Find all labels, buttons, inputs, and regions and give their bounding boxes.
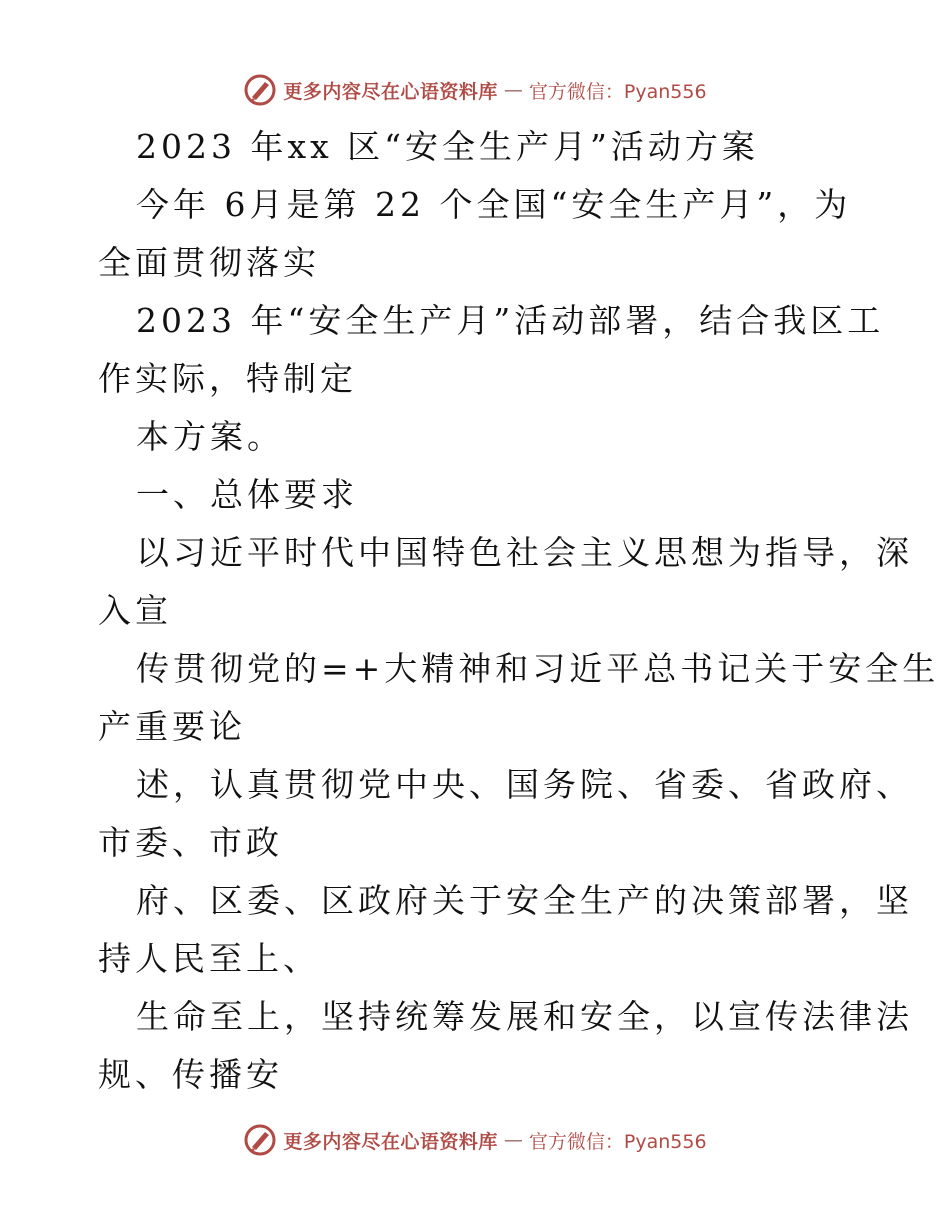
watermark-text: 更多内容尽在心语资料库	[283, 1130, 498, 1153]
text-line: 入宣	[98, 591, 172, 630]
text-line: 产重要论	[98, 707, 246, 746]
text-line: 本方案。	[136, 417, 284, 456]
section-heading: 一、总体要求	[136, 475, 358, 514]
watermark-separator: —	[503, 79, 523, 101]
watermark-contact: 官方微信：Pyan556	[528, 1130, 707, 1153]
watermark-contact: 官方微信：Pyan556	[528, 80, 707, 103]
brand-logo-icon	[243, 1123, 277, 1157]
text-line: 规、传播安	[98, 1055, 283, 1094]
footer-watermark	[0, 1120, 950, 1160]
text-line: 市委、市政	[98, 823, 283, 862]
text-line: 全面贯彻落实	[98, 243, 320, 282]
text-line: 2023 年“安全生产月”活动部署，结合我区工	[136, 301, 885, 340]
text-line: 生命至上，坚持统筹发展和安全，以宣传法律法	[136, 997, 913, 1036]
document-title: 2023 年xx 区“安全生产月”活动方案	[136, 127, 759, 166]
text-line: 作实际，特制定	[98, 359, 357, 398]
text-line: 府、区委、区政府关于安全生产的决策部署，坚	[136, 881, 913, 920]
brand-logo-icon	[243, 73, 277, 107]
text-line: 今年 6月是第 22 个全国“安全生产月”，为	[136, 185, 852, 224]
watermark-separator: —	[503, 1129, 523, 1151]
text-line: 持人民至上、	[98, 939, 320, 978]
document-body	[98, 118, 940, 1104]
text-line: 以习近平时代中国特色社会主义思想为指导，深	[136, 533, 913, 572]
text-line: 述，认真贯彻党中央、国务院、省委、省政府、	[136, 765, 913, 804]
header-watermark	[0, 70, 950, 110]
watermark-text: 更多内容尽在心语资料库	[283, 80, 498, 103]
text-line: 传贯彻党的=+大精神和习近平总书记关于安全生	[136, 649, 940, 688]
